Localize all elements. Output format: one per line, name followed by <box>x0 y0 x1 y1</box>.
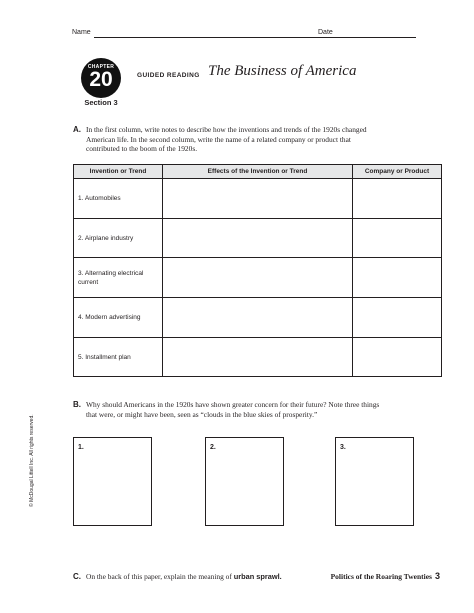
copyright-notice: © McDougal Littell Inc. All rights reserved. <box>29 414 35 507</box>
company-cell[interactable] <box>353 218 442 258</box>
part-b-letter: B. <box>73 400 81 409</box>
table-header-row <box>74 165 442 179</box>
page-footer <box>310 571 440 581</box>
chapter-label: CHAPTER <box>87 64 115 70</box>
answer-box-number: 3. <box>340 444 346 451</box>
row-label: 4. Modern advertising <box>74 298 163 338</box>
company-cell[interactable] <box>353 337 442 377</box>
chapter-number: 20 <box>89 68 113 91</box>
chapter-badge <box>81 58 121 98</box>
guided-reading-kicker: GUIDED READING <box>137 72 200 79</box>
row-label: 3. Alternating electrical current <box>74 258 163 298</box>
company-cell[interactable] <box>353 298 442 338</box>
part-c-prefix: On the back of this paper, explain the meaning of <box>86 572 232 581</box>
column-header-invention: Invention or Trend <box>74 165 163 179</box>
footer-title: Politics of the Roaring Twenties <box>330 572 432 581</box>
name-date-row <box>72 29 417 41</box>
part-a-instructions <box>73 125 383 157</box>
page-number: 3 <box>434 571 440 581</box>
part-a-letter: A. <box>73 125 81 134</box>
effects-cell[interactable] <box>163 179 353 219</box>
effects-cell[interactable] <box>163 298 353 338</box>
table-row <box>74 179 442 219</box>
part-b-text: Why should Americans in the 1920s have shown greater concern for their future? Note three things that were, or might have been, seen as “clouds in the blue skies of prosperity.” <box>86 400 380 419</box>
inventions-table <box>73 164 442 377</box>
answer-box-2[interactable] <box>205 437 284 526</box>
effects-cell[interactable] <box>163 218 353 258</box>
part-b-instructions <box>73 400 383 432</box>
part-a-text: In the first column, write notes to describe how the inventions and trends of the 1920s changed American life. In the second column, write the name of a related company or product that contributed to the boom of the 1920s. <box>86 125 367 153</box>
effects-cell[interactable] <box>163 337 353 377</box>
part-c-term: urban sprawl. <box>233 572 282 581</box>
section-label: Section 3 <box>84 98 118 107</box>
table-row <box>74 298 442 338</box>
table-row <box>74 258 442 298</box>
column-header-effects: Effects of the Invention or Trend <box>163 165 353 179</box>
part-c-text <box>86 572 282 582</box>
row-label: 5. Installment plan <box>74 337 163 377</box>
answer-box-3[interactable] <box>335 437 414 526</box>
page-title: The Business of America <box>208 63 357 79</box>
column-header-company: Company or Product <box>353 165 442 179</box>
company-cell[interactable] <box>353 258 442 298</box>
answer-box-1[interactable] <box>73 437 152 526</box>
table-row <box>74 337 442 377</box>
answer-box-number: 2. <box>210 444 216 451</box>
date-label: Date <box>318 29 333 36</box>
part-c-letter: C. <box>73 572 81 581</box>
date-field-line[interactable] <box>336 37 416 38</box>
row-label: 1. Automobiles <box>74 179 163 219</box>
table-row <box>74 218 442 258</box>
effects-cell[interactable] <box>163 258 353 298</box>
row-label: 2. Airplane industry <box>74 218 163 258</box>
answer-box-number: 1. <box>78 444 84 451</box>
company-cell[interactable] <box>353 179 442 219</box>
name-label: Name <box>72 29 91 36</box>
